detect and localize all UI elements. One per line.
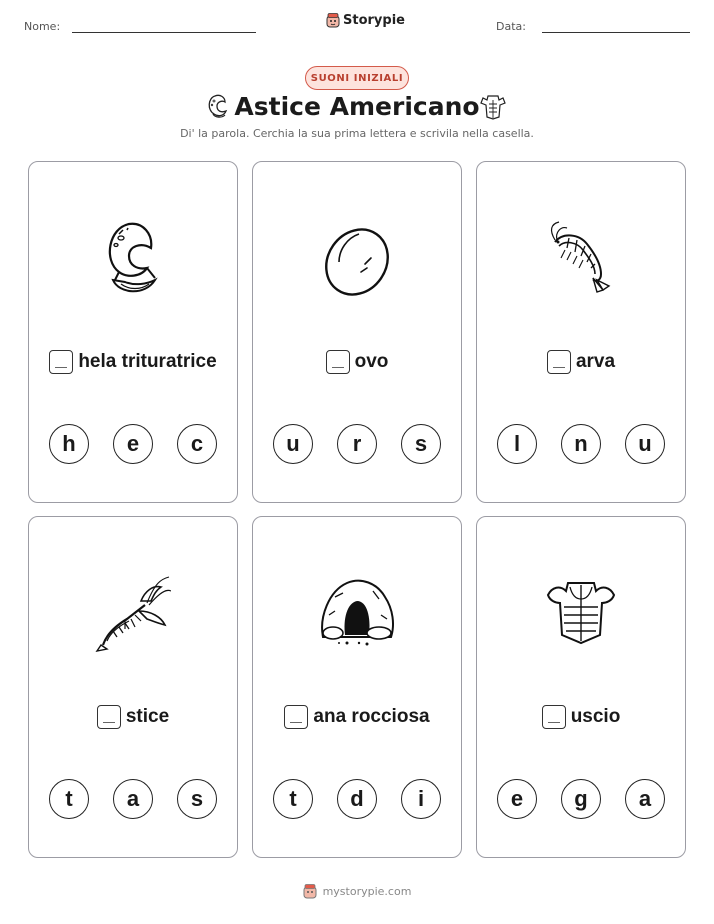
letter-choice[interactable]: u	[625, 424, 665, 464]
word-card	[476, 516, 686, 858]
brand-name: Storypie	[343, 13, 405, 28]
letter-choice[interactable]: c	[177, 424, 217, 464]
claw-icon	[101, 220, 165, 300]
letter-choices	[253, 424, 461, 464]
letter-choice[interactable]: s	[401, 424, 441, 464]
letter-choices	[253, 779, 461, 819]
answer-box[interactable]	[49, 350, 73, 374]
letter-choices	[477, 779, 685, 819]
page-title: Astice Americano	[234, 92, 480, 121]
letter-choice[interactable]: l	[497, 424, 537, 464]
word-card	[28, 161, 238, 503]
answer-box[interactable]	[284, 705, 308, 729]
partial-word: hela trituratrice	[78, 351, 217, 372]
armor-icon	[546, 575, 616, 645]
category-badge: SUONI INIZIALI	[305, 66, 409, 90]
answer-box[interactable]	[542, 705, 566, 729]
letter-choice[interactable]: r	[337, 424, 377, 464]
word-card	[252, 161, 462, 503]
name-label: Nome:	[24, 20, 61, 33]
word-row	[477, 705, 685, 729]
partial-word: arva	[575, 351, 616, 372]
partial-word: stice	[125, 706, 170, 727]
letter-choice[interactable]: t	[273, 779, 313, 819]
partial-word: uscio	[570, 706, 621, 727]
answer-box[interactable]	[547, 350, 571, 374]
word-row	[253, 705, 461, 729]
letter-choice[interactable]: a	[625, 779, 665, 819]
date-label: Data:	[496, 20, 526, 33]
name-line[interactable]	[72, 32, 256, 33]
partial-word: ovo	[354, 351, 389, 372]
letter-choice[interactable]: u	[273, 424, 313, 464]
footer	[0, 884, 714, 899]
egg-icon	[325, 220, 389, 300]
word-row	[253, 350, 461, 374]
letter-choice[interactable]: n	[561, 424, 601, 464]
date-line[interactable]	[542, 32, 690, 33]
lobster-icon	[95, 575, 171, 653]
shrimp-icon	[545, 220, 617, 300]
letter-choice[interactable]: s	[177, 779, 217, 819]
letter-choice[interactable]: e	[113, 424, 153, 464]
word-card	[28, 516, 238, 858]
storypie-mascot-icon	[326, 13, 340, 28]
letter-choice[interactable]: d	[337, 779, 377, 819]
letter-choice[interactable]: g	[561, 779, 601, 819]
letter-choice[interactable]: i	[401, 779, 441, 819]
letter-choices	[477, 424, 685, 464]
instructions: Di' la parola. Cerchia la sua prima lettera e scrivila nella casella.	[180, 127, 534, 140]
letter-choice[interactable]: t	[49, 779, 89, 819]
storypie-mascot-icon	[303, 884, 317, 899]
letter-choice[interactable]: e	[497, 779, 537, 819]
answer-box[interactable]	[97, 705, 121, 729]
letter-choice[interactable]: h	[49, 424, 89, 464]
word-row	[477, 350, 685, 374]
letter-choices	[29, 779, 237, 819]
letter-choices	[29, 424, 237, 464]
word-row	[29, 350, 237, 374]
brand-logo	[326, 13, 405, 28]
worksheet-header	[0, 0, 714, 50]
word-card	[252, 516, 462, 858]
word-card	[476, 161, 686, 503]
partial-word: ana rocciosa	[313, 706, 430, 727]
rock-cave-icon	[317, 575, 397, 647]
footer-url[interactable]: mystorypie.com	[322, 885, 412, 898]
answer-box[interactable]	[326, 350, 350, 374]
word-row	[29, 705, 237, 729]
armor-icon	[480, 92, 506, 120]
letter-choice[interactable]: a	[113, 779, 153, 819]
